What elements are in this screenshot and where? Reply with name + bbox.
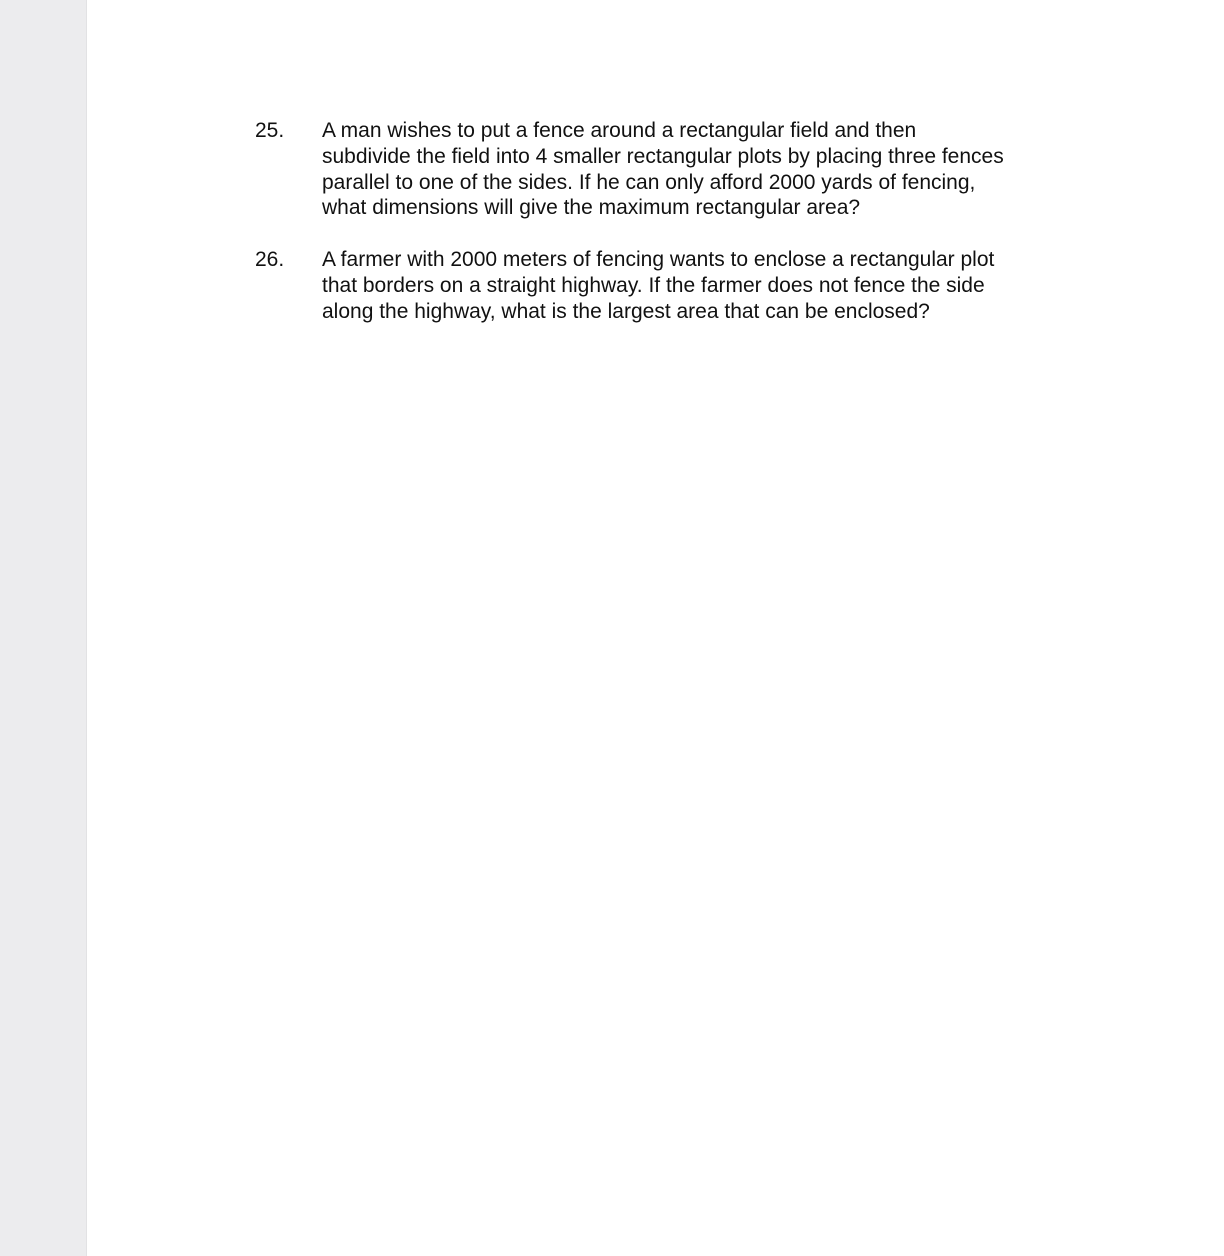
left-gutter [0,0,86,1256]
problem-number: 26. [255,248,285,271]
document-page[interactable] [86,0,1224,1256]
problem-text: A man wishes to put a fence around a rectangular field and then subdivide the field into 4 smaller rectangular plots by placing three fences parallel to one of the sides. If he can only afford 2000 yards of fencing, what dimensions will give the maximum rectangular area? [322,119,1004,220]
problem-number: 25. [255,119,285,142]
problem-text: A farmer with 2000 meters of fencing wants to enclose a rectangular plot that borders on a straight highway. If the farmer does not fence the side along the highway, what is the largest area that can be enclosed? [322,248,995,323]
